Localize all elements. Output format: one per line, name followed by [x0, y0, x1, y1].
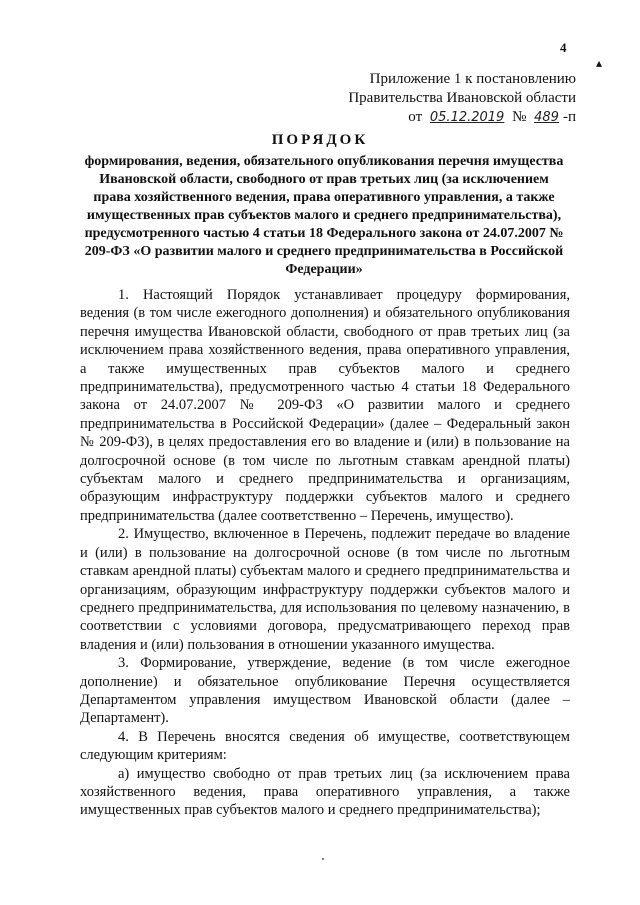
- appendix-header: [340, 70, 576, 127]
- appendix-number-label: №: [512, 109, 527, 125]
- appendix-line-3: [340, 108, 576, 127]
- paragraph-4: 4. В Перечень вносятся сведения об имуществе, соответствующем следующим критериям:: [80, 728, 570, 764]
- paragraph-2: 2. Имущество, включенное в Перечень, подлежит передаче во владение и (или) в пользование на долгосрочной основе (в том числе по льготным ставкам арендной платы) субъектам малого и среднего предпринимательства и организациям, образующим инфраструктуру поддержки субъектов малого и среднего предпринимательства, для использования по целевому назначению, в соответствии с условиями договора, предусматривающего переход прав владения и (или) пользования в отношении указанного имущества.: [80, 526, 570, 653]
- document-body: [80, 286, 570, 820]
- paragraph-4a: а) имущество свободно от прав третьих лиц (за исключением права хозяйственного ведения, права оперативного управления, а также имущественных прав субъектов малого и среднего предпринимательства);: [80, 765, 570, 819]
- appendix-date: 05.12.2019: [429, 110, 505, 125]
- appendix-prefix: от: [408, 109, 423, 125]
- page-number: 4: [560, 40, 567, 55]
- paragraph-1: 1. Настоящий Порядок устанавливает процедуру формирования, ведения (в том числе ежегодного дополнения) и обязательного опубликования перечня имущества Ивановской области, свободного от прав третьих лиц (за исключением права хозяйственного ведения, права оперативного управления, а также имущественных прав субъектов малого и среднего предпринимательства), предусмотренного частью 4 статьи 18 Федерального закона от 24.07.2007 № 209-ФЗ «О развитии малого и среднего предпринимательства в Российской Федерации» (далее – Федеральный закон № 209-ФЗ), в целях предоставления его во владение и (или) в пользование на долгосрочной основе (в том числе по льготным ставкам арендной платы) субъектам малого и среднего предпринимательства и организациям, образующим инфраструктуру поддержки субъектов малого и среднего предпринимательства (далее соответственно – Перечень, имущество).: [80, 287, 570, 524]
- appendix-suffix: -п: [562, 109, 576, 125]
- paragraph-3: 3. Формирование, утверждение, ведение (в том числе ежегодное дополнение) и обязательное опубликование Перечня осуществляется Департаментом управления имуществом Ивановской области (далее – Департамент).: [80, 655, 570, 727]
- appendix-line-1: Приложение 1 к постановлению: [369, 71, 576, 87]
- scan-speck: [322, 858, 324, 860]
- appendix-number: 489: [534, 110, 559, 125]
- corner-mark: ▴: [596, 56, 603, 70]
- document-subtitle: формирования, ведения, обязательного опубликования перечня имущества Ивановской области, свободного от прав третьих лиц (за исключением права хозяйственного ведения, права оперативного управления, а также имущественных прав субъектов малого и среднего предпринимательства), предусмотренного частью 4 статьи 18 Федерального закона от 24.07.2007 № 209-ФЗ «О развитии малого и среднего предпринимательства в Российской Федерации»: [84, 154, 564, 277]
- document-title: ПОРЯДОК: [271, 132, 369, 148]
- appendix-line-2: Правительства Ивановской области: [348, 90, 576, 106]
